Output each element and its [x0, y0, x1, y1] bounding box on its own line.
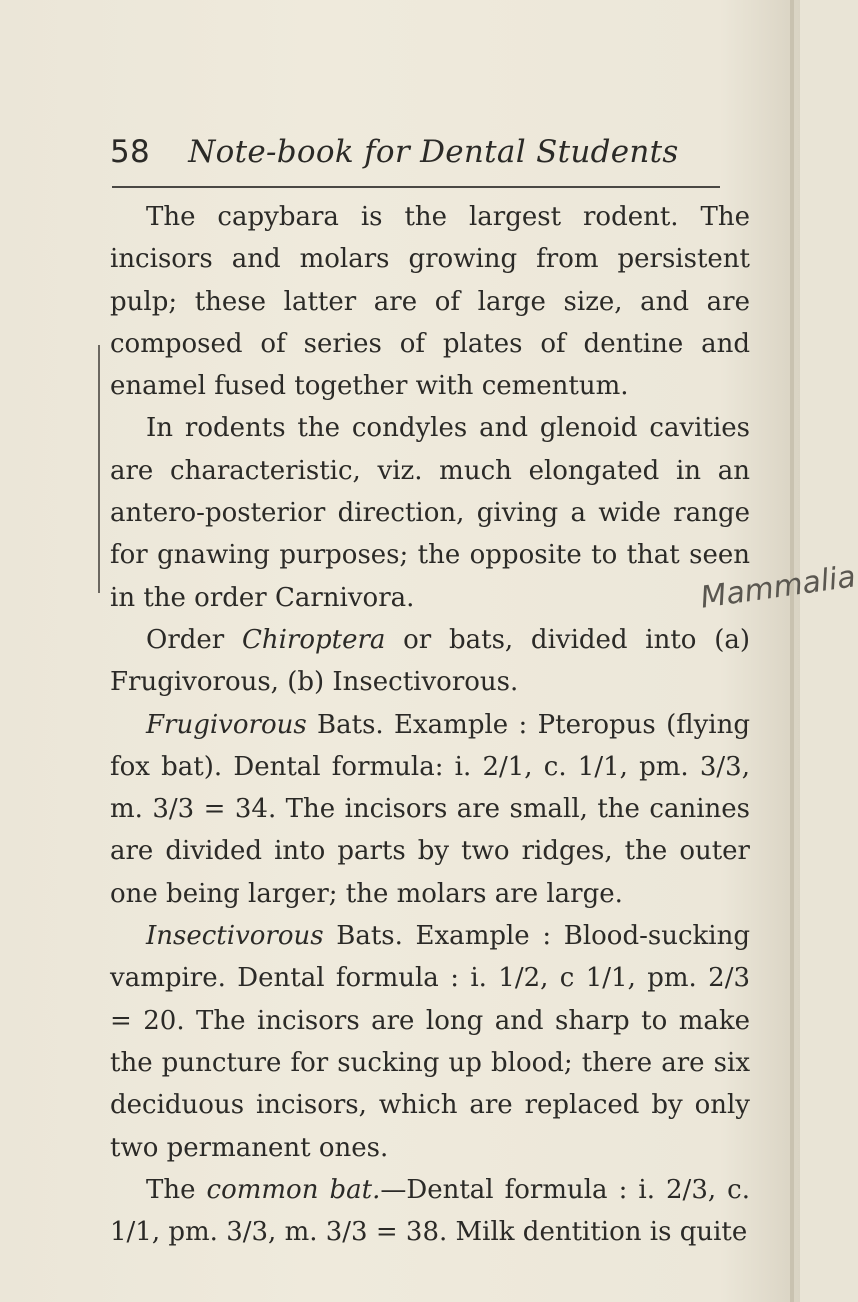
section-term: Frugivorous — [146, 709, 307, 740]
body-text — [110, 196, 750, 1253]
page-header — [110, 134, 690, 170]
paragraph-order-chiroptera — [110, 619, 750, 704]
order-name: Chiroptera — [241, 624, 386, 655]
paragraph-rest: —Dental formula : i. 2/3, c. 1/1, pm. 3/3, m. 3/3 = 38. Milk dentition is quite — [110, 1174, 750, 1248]
paragraph-rest: Bats. Example : Pteropus (flying fox bat). Dental formula: i. 2/1, c. 1/1, pm. 3/3, m. 3/3 = 34. The incisors are small, the canines are divided into parts by two ridges, the outer one being larger; the molars are large. — [110, 709, 750, 909]
paragraph-rest: Bats. Example : Blood-sucking vampire. Dental formula : i. 1/2, c 1/1, pm. 2/3 = 20. The incisors are long and sharp to make the puncture for sucking up blood; there are six deciduous incisors, which are replaced by only two permanent ones. — [110, 921, 750, 1163]
paragraph-frugivorous — [110, 704, 750, 915]
handwritten-annotation: Mammalia — [698, 559, 858, 616]
paragraph-rest: or bats, divided into (a) Frugivorous, (b) Insectivorous. — [110, 624, 750, 698]
paragraph-rodent-condyles: In rodents the condyles and glenoid cavities are characteristic, viz. much elongated in an antero-posterior direction, giving a wide range for gnawing purposes; the opposite to that seen in the order Carnivora. — [110, 413, 750, 613]
margin-pencil-bracket — [98, 345, 100, 593]
page-number: 58 — [110, 134, 151, 170]
lead-text: Order — [146, 624, 242, 655]
section-term: common bat. — [206, 1174, 381, 1205]
section-term: Insectivorous — [146, 921, 324, 952]
paragraph-common-bat — [110, 1169, 750, 1254]
header-rule — [112, 186, 720, 188]
page-edge — [790, 0, 794, 1302]
running-title: Note-book for Dental Students — [188, 134, 679, 170]
lead-text: The — [146, 1174, 207, 1205]
paragraph-capybara: The capybara is the largest rodent. The incisors and molars growing from persistent pulp; these latter are of large size, and are composed of series of plates of dentine and enamel fused together with cementum. — [110, 202, 750, 402]
paragraph-insectivorous — [110, 915, 750, 1169]
